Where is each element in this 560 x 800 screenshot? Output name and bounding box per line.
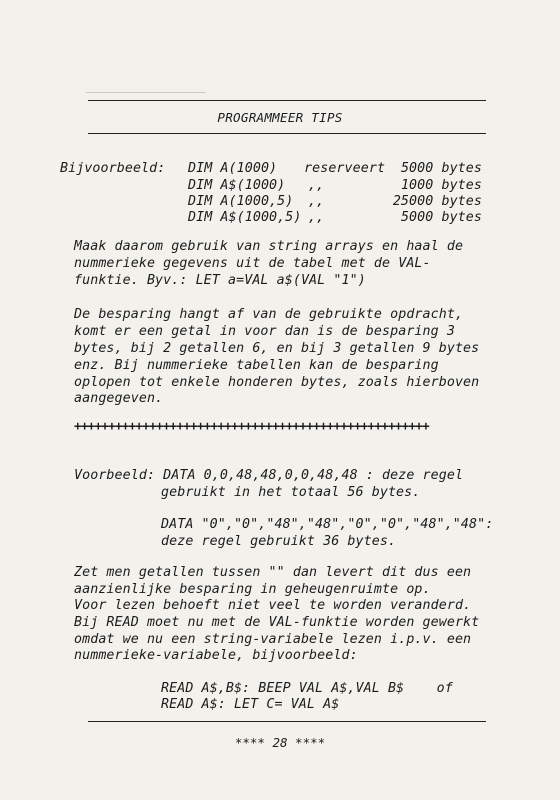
example-row-verb: ,, xyxy=(308,178,325,193)
faint-margin-mark xyxy=(86,92,206,93)
examples-intro: Bijvoorbeeld: xyxy=(60,161,166,176)
paragraph-line: aanzienlijke besparing in geheugenruimte op. xyxy=(74,582,431,597)
code-line: READ A$,B$: BEEP VAL A$,VAL B$ of xyxy=(161,681,453,696)
paragraph-line: komt er een getal in voor dan is de besparing 3 xyxy=(74,324,455,339)
title-underline-rule xyxy=(88,133,486,134)
example-line: Voorbeeld: DATA 0,0,48,48,0,0,48,48 : deze regel xyxy=(74,468,464,483)
paragraph-line: funktie. Byv.: LET a=VAL a$(VAL "1") xyxy=(74,273,366,288)
top-rule xyxy=(88,100,486,101)
example-line: deze regel gebruikt 36 bytes. xyxy=(161,534,397,549)
code-line: READ A$: LET C= VAL A$ xyxy=(161,697,340,712)
example-row-amount: 5000 bytes xyxy=(400,161,482,176)
example-row-verb: reserveert xyxy=(304,161,386,176)
paragraph-line: nummerieke-variabele, bijvoorbeeld: xyxy=(74,648,358,663)
example-row-statement: DIM A(1000,5) xyxy=(188,194,294,209)
paragraph-line: oplopen tot enkele honderen bytes, zoals hierboven xyxy=(74,375,480,390)
example-row-verb: ,, xyxy=(308,194,325,209)
separator-plus-row: ++++++++++++++++++++++++++++++++++++++++++++++++++++ xyxy=(74,418,429,432)
paragraph-line: Bij READ moet nu met de VAL-funktie worden gewerkt xyxy=(74,615,480,630)
page-number: **** 28 **** xyxy=(234,735,326,750)
paragraph-line: aangegeven. xyxy=(74,391,164,406)
example-line: gebruikt in het totaal 56 bytes. xyxy=(161,485,421,500)
paragraph-line: omdat we nu een string-variabele lezen i.p.v. een xyxy=(74,632,472,647)
paragraph-line: nummerieke gegevens uit de tabel met de VAL- xyxy=(74,256,431,271)
paragraph-line: enz. Bij nummerieke tabellen kan de besparing xyxy=(74,358,439,373)
paragraph-line: bytes, bij 2 getallen 6, en bij 3 getallen 9 bytes xyxy=(74,341,480,356)
example-row-statement: DIM A$(1000) xyxy=(188,178,286,193)
example-row-amount: 1000 bytes xyxy=(400,178,482,193)
example-row-amount: 5000 bytes xyxy=(400,210,482,225)
paragraph-line: Zet men getallen tussen "" dan levert dit dus een xyxy=(74,565,472,580)
example-row-amount: 25000 bytes xyxy=(392,194,482,209)
example-row-verb: ,, xyxy=(308,210,325,225)
bottom-rule xyxy=(88,721,486,722)
paragraph-line: De besparing hangt af van de gebruikte opdracht, xyxy=(74,307,464,322)
example-row-statement: DIM A$(1000,5) xyxy=(188,210,302,225)
example-row-statement: DIM A(1000) xyxy=(188,161,278,176)
paragraph-line: Voor lezen behoeft niet veel te worden veranderd. xyxy=(74,598,472,613)
example-line: DATA "0","0","48","48","0","0","48","48": xyxy=(161,517,494,532)
paragraph-line: Maak daarom gebruik van string arrays en haal de xyxy=(74,239,464,254)
page-title: PROGRAMMEER TIPS xyxy=(217,110,343,125)
